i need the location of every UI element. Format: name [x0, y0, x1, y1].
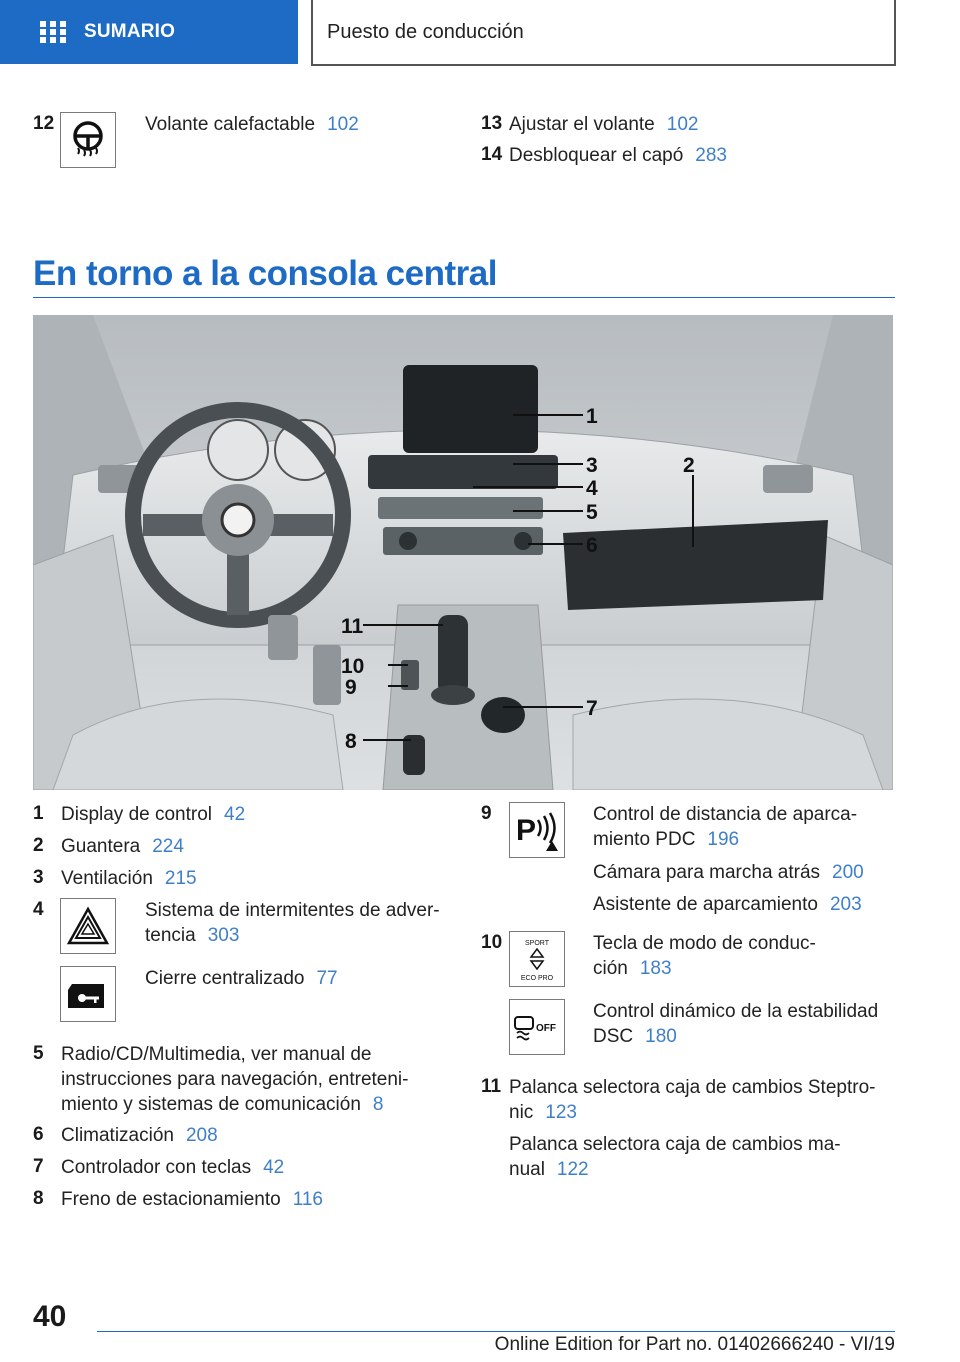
item-9-text: Control de distancia de aparca- miento PDC 196 [593, 804, 858, 850]
item-number: 10 [481, 932, 503, 953]
item-number: 7 [33, 1156, 44, 1177]
page-reference-link[interactable]: 180 [645, 1026, 677, 1047]
page-reference-link[interactable]: 102 [666, 114, 699, 135]
central-locking-icon [60, 966, 116, 1022]
page-number: 40 [33, 1300, 67, 1333]
callout-11: 11 [341, 615, 364, 638]
item-7-text: Controlador con teclas 42 [61, 1157, 285, 1178]
item-number: 4 [33, 899, 44, 920]
page-reference-link[interactable]: 123 [545, 1102, 577, 1123]
item-6-text: Climatización 208 [61, 1125, 218, 1146]
page-reference-link[interactable]: 183 [639, 958, 672, 979]
page-reference-link[interactable]: 42 [263, 1157, 285, 1178]
page-reference-link[interactable]: 203 [829, 894, 862, 915]
page-reference-link[interactable]: 122 [556, 1159, 589, 1180]
item-10b-text: Control dinámico de la estabilidad DSC 180 [593, 1001, 879, 1047]
item-9b-text: Cámara para marcha atrás 200 [593, 862, 864, 883]
sport-label: SPORT [525, 940, 549, 947]
item-number: 11 [481, 1076, 502, 1097]
item-number: 9 [481, 803, 492, 824]
page-reference-link[interactable]: 116 [292, 1189, 323, 1210]
callout-5: 5 [586, 501, 598, 524]
svg-text:P: P [516, 814, 537, 847]
item-number: 14 [481, 144, 503, 165]
callout-3: 3 [586, 454, 598, 477]
callout-4: 4 [586, 477, 598, 500]
item-10-text: Tecla de modo de conduc- ción 183 [593, 933, 816, 979]
toc-label: SUMARIO [84, 21, 176, 42]
item-9c-text: Asistente de aparcamiento 203 [593, 894, 862, 915]
page-reference-link[interactable]: 8 [372, 1094, 384, 1115]
section-divider [33, 297, 895, 298]
item-4b-text: Cierre centralizado 77 [145, 968, 338, 989]
item-8-text: Freno de estacionamiento 116 [61, 1189, 323, 1210]
page-reference-link[interactable]: 215 [164, 868, 197, 889]
item-14-text: Desbloquear el capó 283 [509, 145, 727, 166]
item-11b-text: Palanca selectora caja de cambios ma- nual 122 [509, 1134, 841, 1180]
callout-6: 6 [586, 534, 598, 557]
item-number: 1 [33, 803, 44, 824]
page-reference-link[interactable]: 283 [695, 145, 727, 166]
item-number: 13 [481, 113, 503, 134]
callout-2: 2 [683, 454, 695, 477]
item-number: 5 [33, 1043, 44, 1064]
item-12-text: Volante calefactable 102 [145, 114, 359, 135]
park-distance-control-icon [509, 802, 565, 858]
toc-button[interactable] [0, 0, 298, 64]
off-label: OFF [536, 1023, 556, 1034]
item-number: 8 [33, 1188, 44, 1209]
item-number: 3 [33, 867, 44, 888]
page-reference-link[interactable]: 196 [707, 829, 740, 850]
page-reference-link[interactable]: 102 [327, 114, 359, 135]
callout-8: 8 [345, 730, 357, 753]
cockpit-illustration [33, 315, 893, 790]
item-2-text: Guantera 224 [61, 836, 184, 857]
callout-10: 10 [341, 655, 365, 678]
item-13-text: Ajustar el volante 102 [509, 114, 699, 135]
chapter-title-label: Puesto de conducción [327, 20, 524, 43]
dsc-off-icon [509, 999, 565, 1055]
page-reference-link[interactable]: 42 [224, 804, 246, 825]
edition-footer: Online Edition for Part no. 01402666240 - VI/19 [494, 1334, 895, 1355]
item-5-text: Radio/CD/Multimedia, ver manual de instrucciones para navegación, entreteni- miento y sistemas de comunicación 8 [61, 1044, 409, 1115]
grid-menu-icon [40, 21, 66, 43]
page-reference-link[interactable]: 208 [185, 1125, 218, 1146]
eco-pro-label: ECO PRO [520, 975, 554, 982]
callout-7: 7 [586, 697, 598, 720]
item-number: 12 [33, 113, 55, 134]
callout-1: 1 [586, 405, 598, 428]
chapter-title[interactable] [311, 0, 896, 66]
item-number: 6 [33, 1124, 44, 1145]
item-1-text: Display de control 42 [61, 804, 246, 825]
hazard-warning-icon [60, 898, 116, 954]
item-3-text: Ventilación 215 [61, 868, 197, 889]
page-reference-link[interactable]: 303 [207, 925, 240, 946]
callout-9: 9 [345, 676, 357, 699]
footer-divider [97, 1331, 895, 1332]
page-reference-link[interactable]: 224 [152, 836, 184, 857]
heated-steering-wheel-icon [60, 112, 116, 168]
item-11-text: Palanca selectora caja de cambios Steptro- nic 123 [509, 1077, 876, 1123]
section-title: En torno a la consola central [33, 254, 497, 293]
page-reference-link[interactable]: 77 [316, 968, 338, 989]
driving-mode-icon [509, 931, 565, 987]
item-number: 2 [33, 835, 44, 856]
page-reference-link[interactable]: 200 [832, 862, 864, 883]
item-4-text: Sistema de intermitentes de adver- tencia 303 [145, 900, 440, 946]
